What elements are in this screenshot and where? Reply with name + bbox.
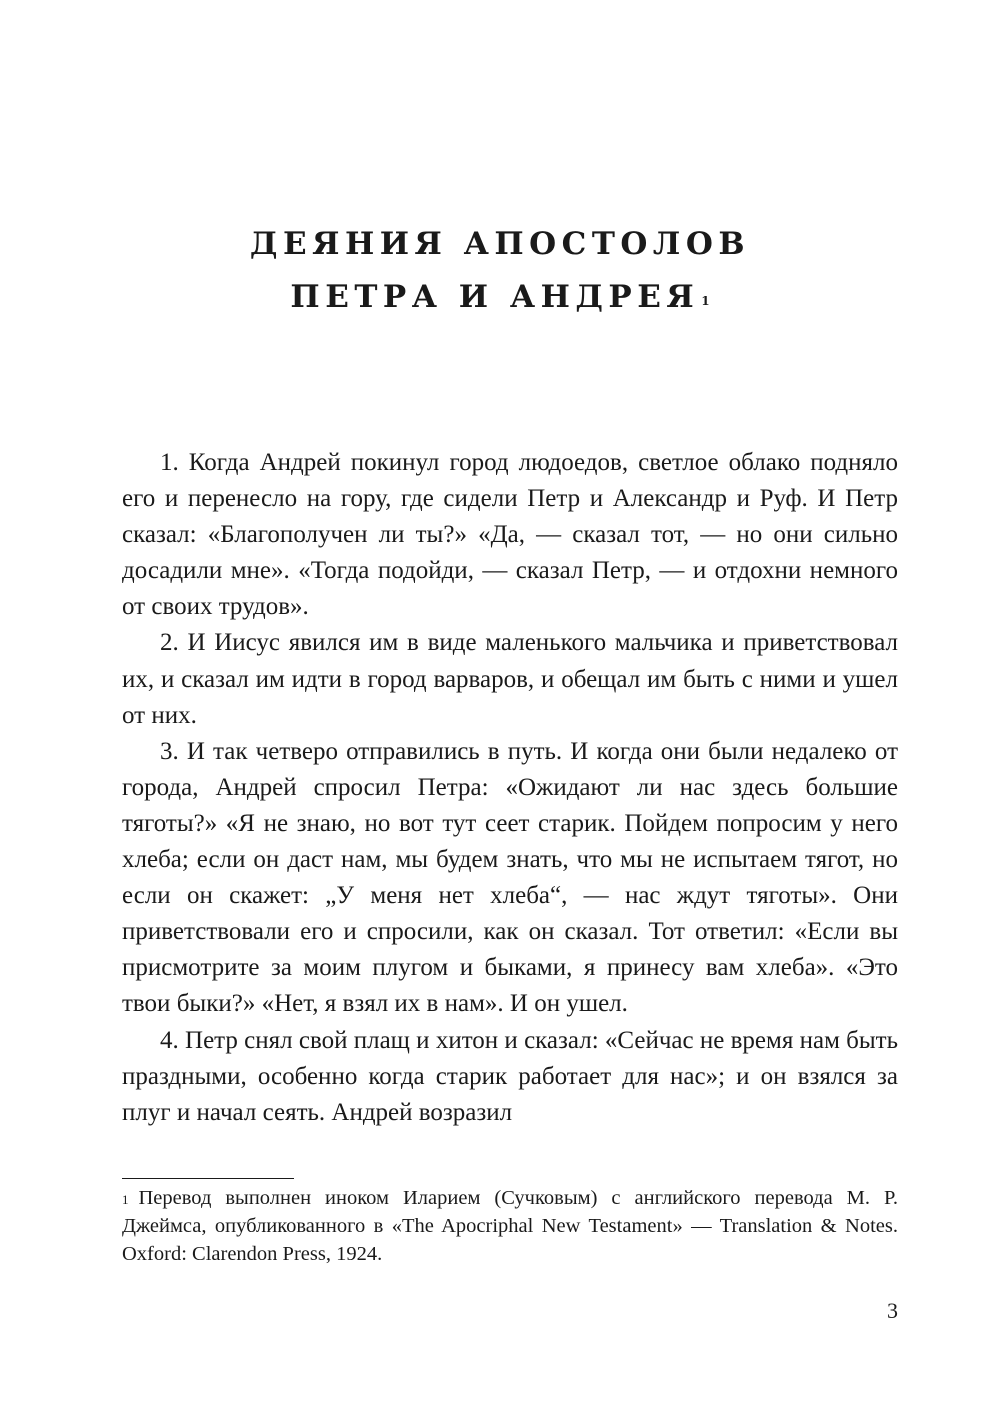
paragraph-3: 3. И так четверо отправились в путь. И когда они были недалеко от города, Андрей спросил Петра: «Ожидают ли нас здесь большие тяготы?» «Я не знаю, но вот тут сеет старик. Пойдем попросим у него хлеба; если он даст нам, мы будем знать, что мы не испытаем тягот, но если он скажет: „У меня нет хлеба“, — нас ждут тяготы». Они приветствовали его и спросили, как он сказал. Тот ответил: «Если вы присмотрите за моим плугом и быками, я принесу вам хлеба». «Это твои быки?» «Нет, я взял их в нам». И он ушел. (122, 737, 898, 1018)
paragraph-4: 4. Петр снял свой плащ и хитон и сказал: «Сейчас не время нам быть праздными, особенно когда старик работает для нас»; и он взялся за плуг и начал сеять. Андрей возразил (122, 1026, 898, 1126)
main-text (122, 445, 898, 1131)
footnote-text: Перевод выполнен иноком Иларием (Сучковым) с английского перевода М. Р. Джеймса, опубликованного в «The Apocriphal New Testament» — Translation & Notes. Oxford: Clarendon Press, 1924. (122, 1187, 898, 1265)
footnote-reference: 1 (701, 294, 710, 308)
footnote-1 (122, 1184, 898, 1268)
chapter-title-line-2 (0, 271, 1000, 324)
chapter-title (0, 218, 1000, 324)
paragraph-2: 2. И Иисус явился им в виде маленького мальчика и приветствовал их, и сказал им идти в город варваров, и обещал им быть с ними и ушел от них. (122, 629, 898, 729)
paragraph-1: 1. Когда Андрей покинул город людоедов, светлое облако подняло его и перенесло на гору, где сидели Петр и Александр и Руф. И Петр сказал: «Благополучен ли ты?» «Да, — сказал тот, — но они сильно досадили мне». «Тогда подойди, — сказал Петр, — и отдохни немного от своих трудов». (122, 449, 898, 621)
chapter-title-line-1: ДЕЯНИЯ АПОСТОЛОВ (249, 226, 751, 262)
footnotes (122, 1184, 898, 1268)
chapter-title-line-2-text: ПЕТРА И АНДРЕЯ (290, 279, 700, 315)
footnote-divider (122, 1178, 294, 1179)
page-number: 3 (887, 1298, 898, 1323)
footnote-mark: 1 (122, 1192, 129, 1207)
